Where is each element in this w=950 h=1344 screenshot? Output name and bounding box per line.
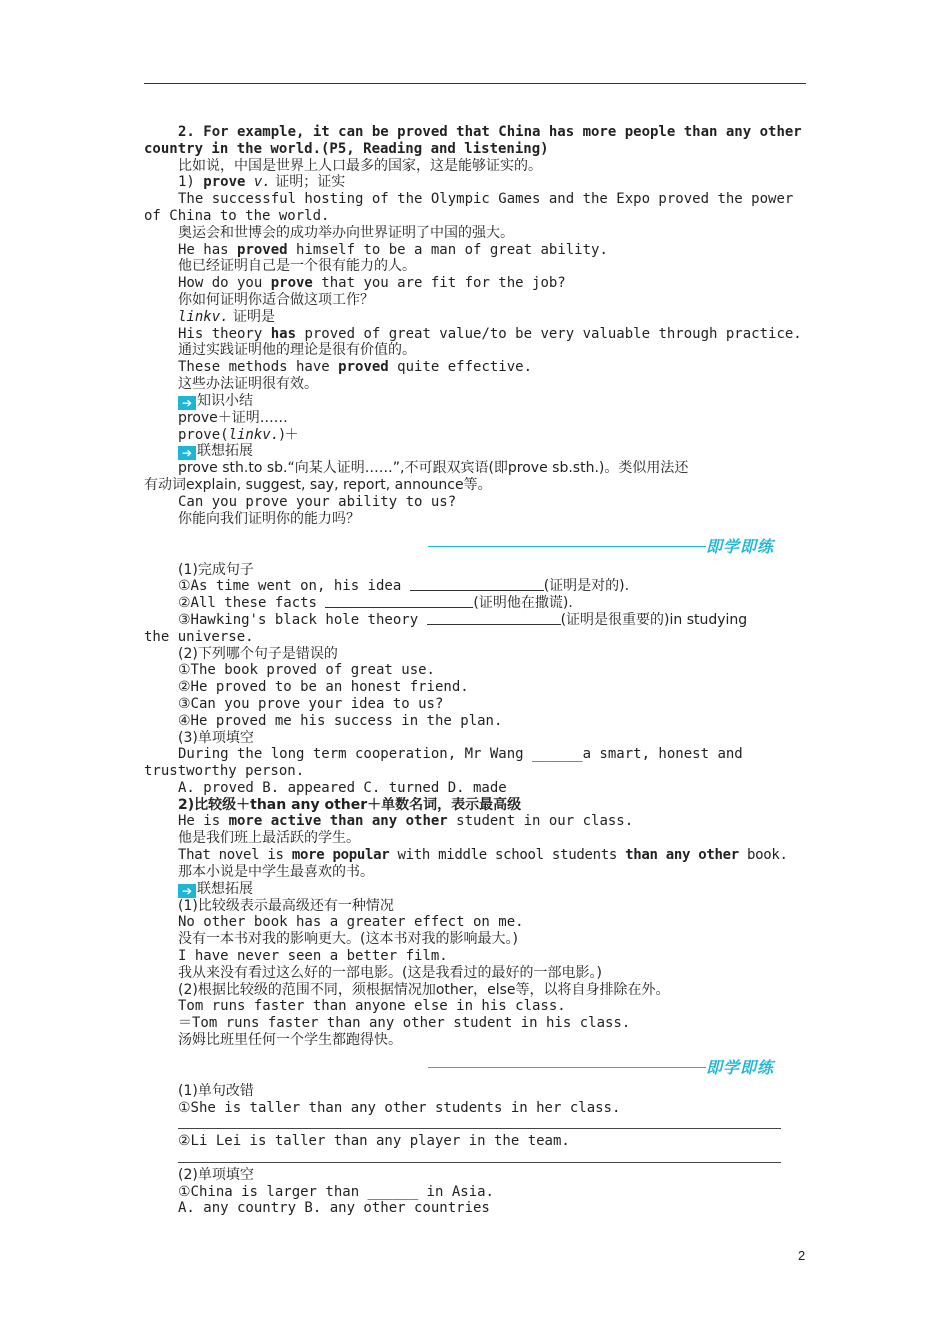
note: (2)根据比较级的范围不同，须根据情况加other，else等，以将自身排除在外。 [178, 981, 670, 998]
keyword: proved [338, 359, 389, 376]
keyword: proved [237, 241, 288, 258]
text: How do you [178, 275, 271, 292]
keyword: prove [270, 275, 313, 292]
example: No other book has a greater effect on me. [178, 914, 524, 931]
exercise-heading: (2)单项填空 [178, 1166, 254, 1183]
keyword: prove [203, 174, 246, 191]
section-title: 知识小结 [197, 392, 253, 409]
note: (1)比较级表示最高级还有一种情况 [178, 897, 394, 914]
page-number: 2 [798, 1248, 806, 1263]
keyword: has [270, 325, 297, 342]
exercise-item: ①The book proved of great use. [178, 662, 435, 679]
exercise-item-cont: the universe. [144, 628, 254, 645]
note-cont: 有动词explain, suggest, say, report, announce等。 [144, 477, 492, 494]
definition [144, 174, 806, 191]
example: The successful hosting of the Olympic Games and the Expo proved the power [178, 191, 794, 208]
banner-label: 即学即练 [706, 536, 775, 556]
item-heading-cont: country in the world.(P5, Reading and listening) [144, 140, 549, 157]
text: student in our class. [447, 813, 634, 830]
hint: (证明是对的). [543, 578, 630, 595]
example: ＝Tom runs faster than any other student in his class. [178, 1015, 631, 1032]
translation: 没有一本书对我的影响更大。(这本书对我的影响最大。) [178, 931, 518, 948]
keyword: than any other [625, 847, 739, 864]
section-extension [144, 881, 806, 898]
practice-banner [144, 528, 806, 562]
section-title: 联想拓展 [197, 443, 253, 460]
answer-line[interactable] [144, 1150, 806, 1167]
translation: 通过实践证明他的理论是很有价值的。 [178, 342, 416, 359]
summary-line: prove＋证明…… [178, 409, 288, 426]
pos: linkv. [228, 426, 280, 443]
exercise-item: ②Li Lei is taller than any player in the team. [178, 1133, 570, 1150]
text: quite effective. [388, 359, 533, 376]
exercise-item: ④He proved me his success in the plan. [178, 712, 503, 729]
text: He is [178, 813, 229, 830]
translation: 这些办法证明很有效。 [178, 375, 318, 392]
exercise-item: During the long term cooperation, Mr Wang ______a smart, honest and [178, 746, 743, 763]
section-title: 联想拓展 [197, 880, 253, 897]
text: himself to be a man of great ability. [287, 241, 608, 258]
page-content [144, 124, 806, 1217]
answer-blank[interactable] [410, 578, 544, 591]
answer-options: A. any country B. any other countries [178, 1200, 490, 1217]
meaning: 证明是 [228, 308, 276, 325]
translation: 你能向我们证明你的能力吗？ [178, 510, 360, 527]
translation: 汤姆比班里任何一个学生都跑得快。 [178, 1032, 402, 1049]
answer-blank[interactable] [325, 595, 473, 608]
translation: 我从来没有看过这么好的一部电影。(这是我看过的最好的一部电影。) [178, 964, 602, 981]
hint: (证明是很重要的)in studying [560, 611, 748, 628]
text: These methods have [178, 359, 339, 376]
example [144, 242, 806, 259]
exercise-heading: (1)单句改错 [178, 1082, 254, 1099]
banner-line [428, 1067, 706, 1068]
keyword: more active than any other [228, 813, 448, 830]
example: Tom runs faster than anyone else in his class. [178, 998, 566, 1015]
banner-label: 即学即练 [706, 1057, 775, 1077]
exercise-item: ②He proved to be an honest friend. [178, 679, 469, 696]
text: That novel is [178, 847, 292, 864]
answer-underline [178, 1162, 781, 1163]
example [144, 359, 806, 376]
text: ①As time went on, his idea [178, 578, 410, 595]
example [144, 275, 806, 292]
item-heading: 2)比较级＋than any other＋单数名词，表示最高级 [178, 796, 522, 813]
text: ③Hawking's black hole theory [178, 611, 427, 628]
keyword: more popular [291, 847, 390, 864]
exercise-heading: (2)下列哪个句子是错误的 [178, 645, 338, 662]
exercise-item: ①She is taller than any other students in her class. [178, 1099, 621, 1116]
text: with middle school students [389, 847, 626, 864]
pos: linkv. [178, 308, 229, 325]
example: I have never seen a better film. [178, 948, 448, 965]
arrow-icon: ➔ [178, 446, 196, 460]
definition [144, 309, 806, 326]
exercise-heading: (3)单项填空 [178, 729, 254, 746]
text: ②All these facts [178, 595, 326, 612]
item-heading: 2. For example, it can be proved that China has more people than any other [178, 124, 802, 140]
text: that you are fit for the job? [312, 275, 566, 292]
note: prove sth.to sb.“向某人证明……”,不可跟双宾语(即prove sb.sth.)。类似用法还 [178, 460, 689, 477]
example: Can you prove your ability to us? [178, 493, 457, 510]
translation: 那本小说是中学生最喜欢的书。 [178, 863, 374, 880]
pos: v. [245, 174, 271, 191]
example [144, 813, 806, 830]
exercise-item [144, 578, 806, 595]
answer-blank[interactable] [427, 612, 561, 625]
section-summary [144, 393, 806, 410]
text: prove( [178, 426, 229, 443]
section-extension [144, 443, 806, 460]
exercise-item: ①China is larger than ______ in Asia. [178, 1183, 494, 1200]
header-rule [144, 83, 806, 84]
exercise-item: ③Can you prove your idea to us? [178, 695, 444, 712]
num: 1) [178, 174, 204, 191]
arrow-icon: ➔ [178, 884, 196, 898]
hint: (证明他在撒谎). [473, 595, 573, 612]
text: )＋ [279, 426, 299, 443]
example [144, 326, 806, 343]
answer-underline [178, 1128, 781, 1129]
translation: 奥运会和世博会的成功举办向世界证明了中国的强大。 [178, 224, 514, 241]
exercise-item-cont: trustworthy person. [144, 763, 305, 780]
exercise-item [144, 595, 806, 612]
text: His theory [178, 325, 271, 342]
answer-options: A. proved B. appeared C. turned D. made [178, 779, 507, 796]
translation: 他是我们班上最活跃的学生。 [178, 830, 360, 847]
text: He has [178, 241, 238, 258]
translation: 你如何证明你适合做这项工作？ [178, 291, 374, 308]
exercise-heading: (1)完成句子 [178, 561, 254, 578]
arrow-icon: ➔ [178, 396, 196, 410]
exercise-item [144, 612, 806, 629]
meaning: 证明；证实 [270, 174, 346, 191]
banner-line [428, 546, 706, 547]
example-cont: of China to the world. [144, 207, 330, 224]
practice-banner [144, 1049, 806, 1083]
text: proved of great value/to be very valuable through practice. [296, 325, 802, 342]
summary-line [144, 427, 806, 444]
text: book. [738, 847, 788, 864]
translation: 比如说，中国是世界上人口最多的国家，这是能够证实的。 [178, 157, 542, 174]
example [144, 847, 806, 864]
answer-line[interactable] [144, 1116, 806, 1133]
translation: 他已经证明自己是一个很有能力的人。 [178, 258, 416, 275]
